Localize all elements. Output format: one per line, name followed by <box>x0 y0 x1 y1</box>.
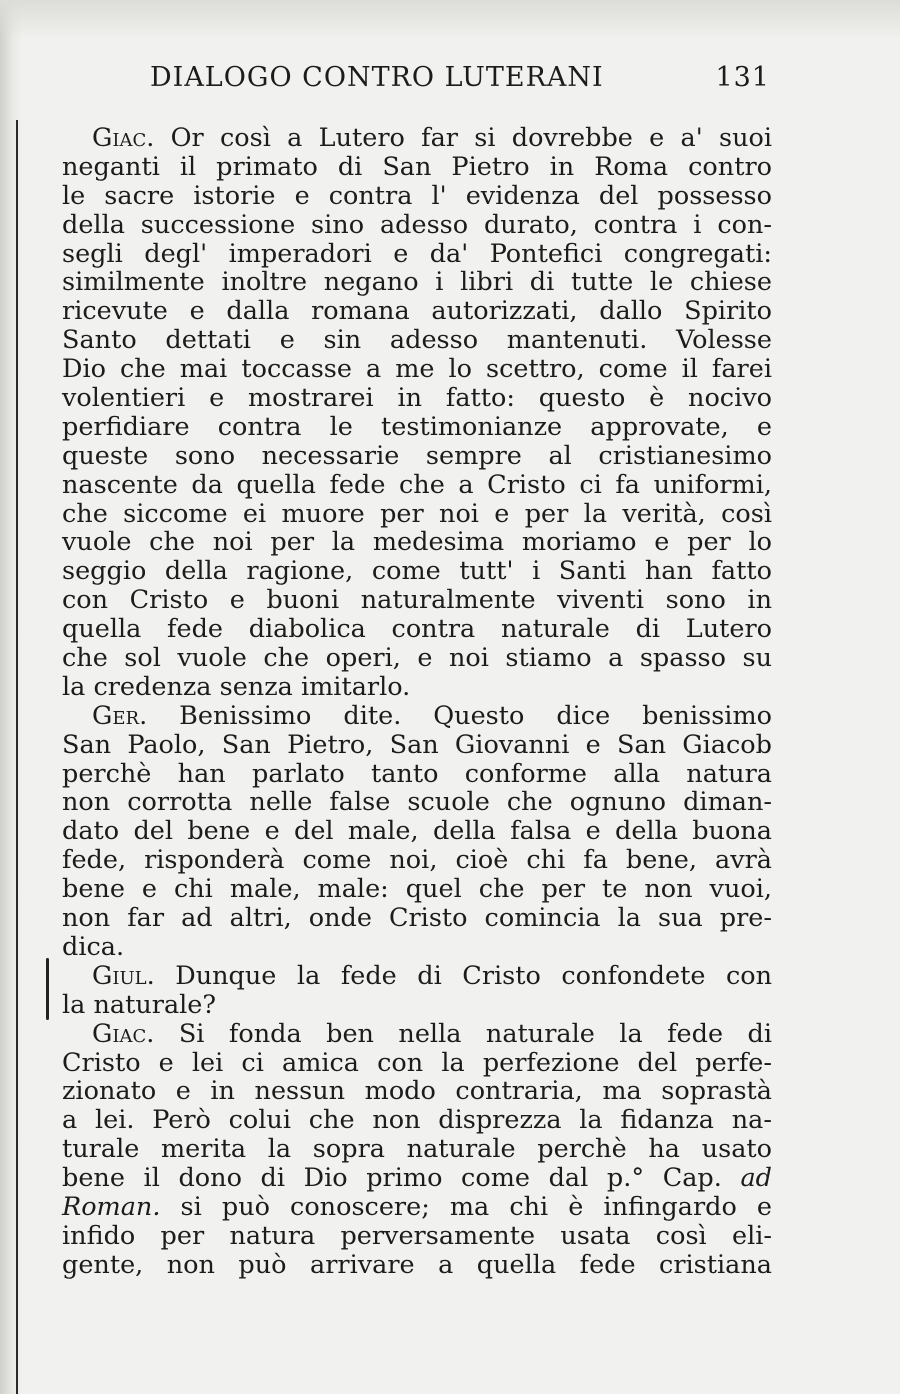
text-line: le sacre istorie e contra l' evidenza del possesso <box>62 180 772 211</box>
text-line: fede, risponderà come noi, cioè chi fa bene, avrà <box>62 845 772 876</box>
text-line: non corrotta nelle false scuole che ognuno diman- <box>62 787 772 818</box>
text-line: vuole che noi per la medesima moriamo e per lo <box>62 527 772 558</box>
text-line: Santo dettati e sin adesso mantenuti. Volesse <box>62 325 772 356</box>
text-line: Ger. Benissimo dite. Questo dice benissimo <box>92 700 772 731</box>
text-line: seggio della ragione, come tutt' i Santi han fatto <box>62 556 772 587</box>
text-line: non far ad altri, onde Cristo comincia la sua pre- <box>62 903 772 934</box>
text-line: Giac. Si fonda ben nella naturale la fede di <box>92 1018 773 1049</box>
text-line: perchè han parlato tanto conforme alla natura <box>62 758 772 789</box>
scan-top-shading <box>0 0 900 40</box>
italic-citation: ad <box>740 1163 772 1194</box>
text-line: perfidiare contra le testimonianze approvate, e <box>62 411 772 442</box>
italic-citation: Roman. <box>62 1191 161 1222</box>
text-line: infido per natura perversamente usata così eli- <box>62 1220 772 1251</box>
text-line: similmente inoltre negano i libri di tutte le chiese <box>62 267 772 298</box>
text-line: gente, non può arrivare a quella fede cristiana <box>62 1249 772 1280</box>
scan-edge-shadow <box>0 0 22 1394</box>
text-line: bene il dono di Dio primo come dal p.° Cap. ad <box>62 1163 772 1194</box>
text-line: bene e chi male, male: quel che per te non vuoi, <box>62 874 772 905</box>
margin-mark <box>46 958 49 1020</box>
text-line: Giac. Or così a Lutero far si dovrebbe e a' suoi <box>92 123 773 153</box>
speaker-label: Giac. <box>92 123 155 153</box>
text-line: Roman. si può conoscere; ma chi è infingardo e <box>62 1191 772 1222</box>
speaker-label: Ger. <box>92 700 148 731</box>
text-line: che sol vuole che operi, e noi stiamo a spasso su <box>62 643 772 674</box>
text-line: la credenza senza imitarlo. <box>62 671 411 702</box>
text-line: segli degl' imperadori e da' Pontefici congregati: <box>62 238 772 269</box>
text-line: queste sono necessarie sempre al cristianesimo <box>62 440 772 471</box>
text-line: quella fede diabolica contra naturale di Lutero <box>62 614 772 645</box>
text-line: zionato e in nessun modo contraria, ma soprastà <box>62 1076 772 1107</box>
text-line: della successione sino adesso durato, contra i con- <box>62 209 772 240</box>
text-line: San Paolo, San Pietro, San Giovanni e San Giacob <box>62 729 772 760</box>
text-line: nascente da quella fede che a Cristo ci fa uniformi, <box>62 469 772 500</box>
text-line: la naturale? <box>62 989 217 1020</box>
text-line: a lei. Però colui che non disprezza la fidanza na- <box>62 1105 772 1136</box>
text-line: Dio che mai toccasse a me lo scettro, come il farei <box>62 354 772 385</box>
page-number: 131 <box>715 62 770 93</box>
text-line: Giul. Dunque la fede di Cristo confondete con <box>92 960 773 991</box>
speaker-label: Giac. <box>92 1018 155 1049</box>
text-line: con Cristo e buoni naturalmente viventi sono in <box>62 585 772 616</box>
text-line: ricevute e dalla romana autorizzati, dallo Spirito <box>62 296 772 327</box>
text-line: che siccome ei muore per noi e per la verità, così <box>62 498 772 529</box>
running-header <box>150 62 770 102</box>
text-line: dica. <box>62 931 125 962</box>
body-text <box>62 124 772 1280</box>
speaker-label: Giul. <box>92 960 155 991</box>
text-line: dato del bene e del male, della falsa e della buona <box>62 816 772 847</box>
text-line: volentieri e mostrarei in fatto: questo è nocivo <box>62 383 772 414</box>
text-line: turale merita la sopra naturale perchè ha usato <box>62 1134 772 1165</box>
running-title: DIALOGO CONTRO LUTERANI <box>150 62 604 93</box>
text-line: Cristo e lei ci amica con la perfezione del perfe- <box>62 1047 772 1078</box>
binding-edge-line <box>16 120 18 1394</box>
text-line: neganti il primato di San Pietro in Roma contro <box>62 151 772 182</box>
